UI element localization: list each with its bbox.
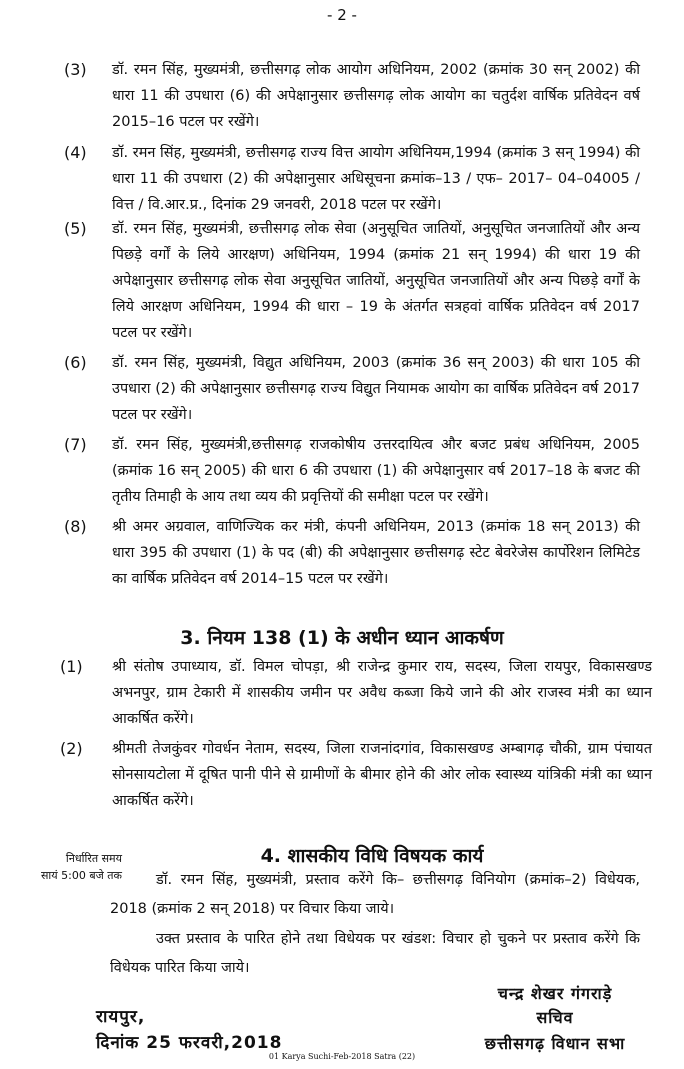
signatory-name: चन्द्र शेखर गंगराड़े [497, 984, 613, 1003]
item-text: डॉ. रमन सिंह, मुख्यमंत्री, छत्तीसगढ़ लोक आयोग अधिनियम, 2002 (क्रमांक 30 सन् 2002) की धारा 11 की उपधारा (6) की अपेक्षानुसार छत्तीसगढ़ लोक आयोग का चतुर्दश वार्षिक प्रतिवेदन वर्ष 2015–16 पटल पर रखेंगे। [112, 62, 640, 130]
scheduled-time-note [22, 850, 122, 884]
item-number: (7) [64, 435, 87, 454]
item-number: (1) [60, 657, 83, 676]
item-number: (6) [64, 353, 87, 372]
motion-paragraph: उक्त प्रस्ताव के पारित होने तथा विधेयक पर खंडश: विचार हो चुकने पर प्रस्ताव करेंगे कि विधेयक पारित किया जाये। [110, 931, 640, 976]
motion-paragraph: डॉ. रमन सिंह, मुख्यमंत्री, प्रस्ताव करेंगे कि– छत्तीसगढ़ विनियोग (क्रमांक–2) विधेयक, 2018 (क्रमांक 2 सन् 2018) पर विचार किया जाये। [110, 872, 640, 917]
sidenote-line: सायं 5:00 बजे तक [40, 869, 122, 882]
page-number: - 2 - [327, 6, 357, 24]
place: रायपुर, [96, 1007, 146, 1027]
section-heading: 3. नियम 138 (1) के अधीन ध्यान आकर्षण [180, 627, 504, 649]
item-text: डॉ. रमन सिंह, मुख्यमंत्री, छत्तीसगढ़ लोक सेवा (अनुसूचित जातियों, अनुसूचित जनजातियों और अन्य पिछड़े वर्गों के लिये आरक्षण) अधिनियम, 1994 (क्रमांक 21 सन् 1994) की धारा 19 की अपेक्षानुसार छत्तीसगढ़ लोक सेवा अनुसूचित जातियों, अनुसूचित जनजातियों और अन्य पिछड़े वर्गों के लिये आरक्षण अधिनियम, 1994 की धारा – 19 के अंतर्गत सत्रहवां वार्षिक प्रतिवेदन वर्ष 2017 पटल पर रखेंगे। [112, 221, 640, 341]
signatory-office: छत्तीसगढ़ विधान सभा [484, 1034, 626, 1053]
date: दिनांक 25 फरवरी,2018 [96, 1033, 283, 1053]
item-text: डॉ. रमन सिंह, मुख्यमंत्री, विद्युत अधिनियम, 2003 (क्रमांक 36 सन् 2003) की धारा 105 की उपधारा (2) की अपेक्षानुसार छत्तीसगढ़ राज्य विद्युत नियामक आयोग का वार्षिक प्रतिवेदन वर्ष 2017 पटल पर रखेंगे। [112, 355, 640, 423]
item-text: डॉ. रमन सिंह, मुख्यमंत्री, छत्तीसगढ़ राज्य वित्त आयोग अधिनियम,1994 (क्रमांक 3 सन् 1994) की धारा 11 की उपधारा (2) की अपेक्षानुसार अधिसूचना क्रमांक–13 / एफ– 2017– 04–04005 / वित्त / वि.आर.प्र., दिनांक 29 जनवरी, 2018 पटल पर रखेंगे। [112, 145, 640, 213]
item-number: (2) [60, 739, 83, 758]
footer-reference: 01 Karya Suchi-Feb-2018 Satra (22) [268, 1052, 416, 1061]
item-number: (8) [64, 517, 87, 536]
item-text: श्री संतोष उपाध्याय, डॉ. विमल चोपड़ा, श्री राजेन्द्र कुमार राय, सदस्य, जिला रायपुर, विकासखण्ड अभनपुर, ग्राम टेकारी में शासकीय जमीन पर अवैध कब्जा किये जाने की ओर राजस्व मंत्री का ध्यान आकर्षित करेंगे। [112, 659, 652, 727]
item-text: डॉ. रमन सिंह, मुख्यमंत्री,छत्तीसगढ़ राजकोषीय उत्तरदायित्व और बजट प्रबंध अधिनियम, 2005 (क्रमांक 16 सन् 2005) की धारा 6 की उपधारा (1) की अपेक्षानुसार वर्ष 2017–18 के बजट की तृतीय तिमाही के आय तथा व्यय की प्रवृत्तियों की समीक्षा पटल पर रखेंगे। [112, 437, 640, 505]
item-number: (3) [64, 60, 87, 79]
item-number: (4) [64, 143, 87, 162]
section-heading: 4. शासकीय विधि विषयक कार्य [260, 845, 484, 867]
sidenote-line: निर्धारित समय [65, 852, 122, 865]
item-text: श्रीमती तेजकुंवर गोवर्धन नेताम, सदस्य, जिला राजनांदगांव, विकासखण्ड अम्बागढ़ चौकी, ग्राम पंचायत सोनसायटोला में दूषित पानी पीने से ग्रामीणों के बीमार होने की ओर लोक स्वास्थ्य यांत्रिकी मंत्री का ध्यान आकर्षित करेंगे। [112, 741, 652, 809]
signatory-designation: सचिव [536, 1008, 574, 1027]
item-text: श्री अमर अग्रवाल, वाणिज्यिक कर मंत्री, कंपनी अधिनियम, 2013 (क्रमांक 18 सन् 2013) की धारा 395 की उपधारा (1) के पद (बी) की अपेक्षानुसार छत्तीसगढ़ स्टेट बेवरेजेस कार्पोरेशन लिमिटेड का वार्षिक प्रतिवेदन वर्ष 2014–15 पटल पर रखेंगे। [112, 519, 640, 587]
item-number: (5) [64, 219, 87, 238]
